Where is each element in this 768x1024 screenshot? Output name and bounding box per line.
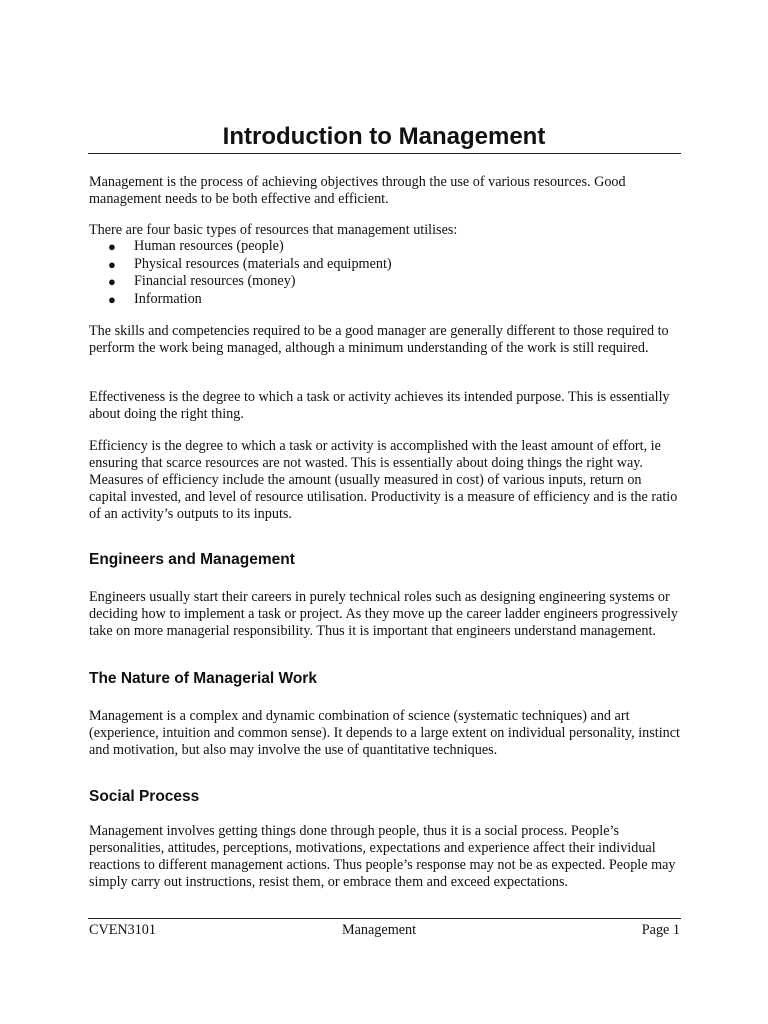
- bullet-icon: ●: [108, 291, 116, 307]
- social-paragraph: Management involves getting things done through people, thus it is a social process. People’s personalities, attitudes, perceptions, motivations, expectations and experience affect their individual reactions to different management actions. Thus people’s response may not be as expected. People may simply carry out instructions, resist them, or embrace them and exceed expectations.: [89, 823, 676, 890]
- footer-rule: [88, 918, 681, 919]
- list-item: [89, 273, 649, 291]
- page-title: Introduction to Management: [222, 123, 546, 150]
- title-underline: [88, 153, 681, 154]
- nature-paragraph: Management is a complex and dynamic combination of science (systematic techniques) and art (experience, intuition and common sense). It depends to a large extent on individual personality, instinct and motivation, but also may involve the use of quantitative techniques.: [89, 708, 680, 758]
- list-item: [89, 256, 649, 274]
- resources-list: [89, 238, 649, 308]
- list-item: [89, 238, 649, 256]
- nature-heading: The Nature of Managerial Work: [89, 670, 317, 687]
- bullet-icon: ●: [108, 256, 116, 272]
- engineers-heading: Engineers and Management: [89, 551, 295, 568]
- footer-course-code: CVEN3101: [89, 922, 156, 938]
- list-item-text: Physical resources (materials and equipment): [134, 255, 392, 272]
- footer-page-number: Page 1: [641, 922, 680, 938]
- resources-lead-paragraph: There are four basic types of resources that management utilises:: [89, 222, 458, 238]
- bullet-icon: ●: [108, 239, 116, 254]
- list-item-text: Financial resources (money): [134, 273, 296, 289]
- skills-paragraph: The skills and competencies required to be a good manager are generally different to those required to perform the work being managed, although a minimum understanding of the work is still required.: [89, 323, 669, 356]
- bullet-icon: ●: [108, 274, 116, 289]
- social-heading: Social Process: [89, 788, 200, 805]
- intro-paragraph: Management is the process of achieving objectives through the use of various resources. Good management needs to be both effective and efficient.: [89, 174, 626, 207]
- efficiency-paragraph: Efficiency is the degree to which a task or activity is accomplished with the least amount of effort, ie ensuring that scarce resources are not wasted. This is essentially about doing things the right way. Measures of efficiency include the amount (usually measured in cost) of various inputs, return on capital invested, and level of resource utilisation. Productivity is a measure of efficiency and is the ratio of an activity’s outputs to its inputs.: [89, 438, 678, 522]
- list-item-text: Information: [134, 290, 202, 307]
- list-item: [89, 291, 649, 309]
- footer-subject: Management: [342, 922, 417, 938]
- effectiveness-paragraph: Effectiveness is the degree to which a task or activity achieves its intended purpose. This is essentially about doing the right thing.: [89, 389, 670, 422]
- engineers-paragraph: Engineers usually start their careers in purely technical roles such as designing engineering systems or deciding how to implement a task or project. As they move up the career ladder engineers progressively take on more managerial responsibility. Thus it is important that engineers understand management.: [89, 589, 678, 639]
- list-item-text: Human resources (people): [134, 238, 284, 254]
